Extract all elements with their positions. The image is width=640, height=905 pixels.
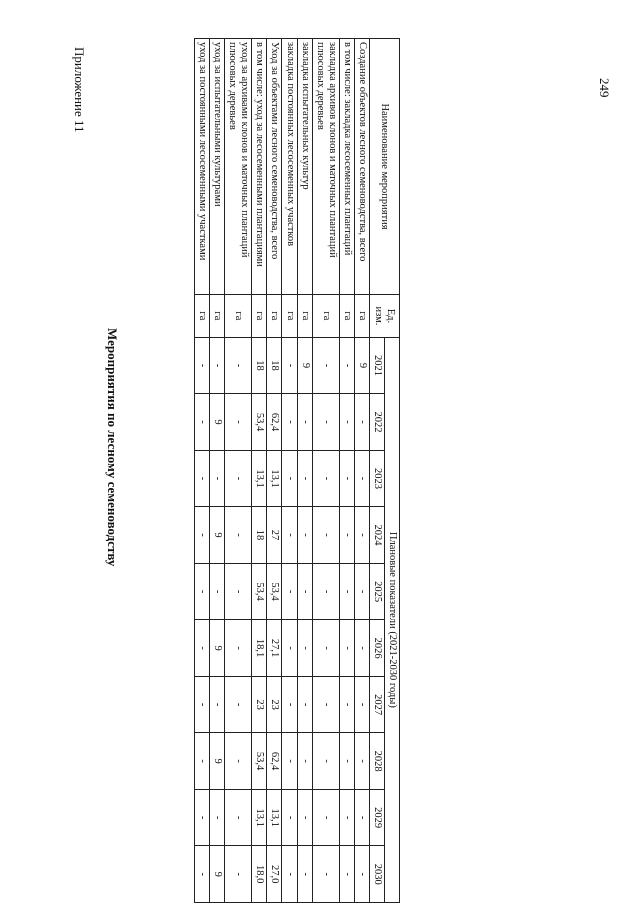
value-cell: -	[195, 733, 210, 790]
value-cell: -	[354, 507, 369, 564]
header-year: 2021	[369, 337, 384, 394]
value-cell: -	[312, 789, 339, 846]
measure-unit: га	[252, 295, 267, 338]
measure-unit: га	[267, 295, 282, 338]
measures-table-container	[160, 38, 400, 903]
value-cell: -	[282, 846, 297, 903]
value-cell: -	[297, 394, 312, 451]
value-cell: 13,1	[252, 450, 267, 507]
value-cell: -	[282, 620, 297, 677]
value-cell: 18,0	[252, 846, 267, 903]
page-number: 249	[597, 78, 612, 98]
value-cell: -	[354, 394, 369, 451]
measure-unit: га	[297, 295, 312, 338]
value-cell: -	[312, 733, 339, 790]
value-cell: -	[312, 450, 339, 507]
value-cell: -	[339, 507, 354, 564]
value-cell: -	[210, 337, 225, 394]
value-cell: -	[339, 620, 354, 677]
table-row	[195, 39, 210, 903]
value-cell: -	[339, 676, 354, 733]
measure-name: в том числе: закладка лесосеменных плантаций	[339, 39, 354, 295]
value-cell: -	[282, 789, 297, 846]
measure-name: закладка испытательных культур	[297, 39, 312, 295]
value-cell: 9	[210, 394, 225, 451]
header-name: Наименование мероприятия	[369, 39, 399, 295]
value-cell: -	[225, 676, 252, 733]
table-row	[252, 39, 267, 903]
value-cell: -	[354, 846, 369, 903]
value-cell: 27	[267, 507, 282, 564]
value-cell: -	[312, 846, 339, 903]
value-cell: -	[297, 676, 312, 733]
measures-table	[194, 38, 400, 903]
value-cell: -	[339, 846, 354, 903]
value-cell: -	[225, 450, 252, 507]
value-cell: -	[195, 507, 210, 564]
value-cell: -	[210, 450, 225, 507]
value-cell: 13,1	[267, 450, 282, 507]
value-cell: -	[225, 394, 252, 451]
header-year: 2027	[369, 676, 384, 733]
value-cell: 23	[252, 676, 267, 733]
value-cell: -	[297, 563, 312, 620]
value-cell: -	[225, 620, 252, 677]
value-cell: -	[297, 733, 312, 790]
header-year: 2026	[369, 620, 384, 677]
measure-name: закладка постоянных лесосеменных участков	[282, 39, 297, 295]
value-cell: -	[339, 789, 354, 846]
value-cell: -	[282, 676, 297, 733]
measure-unit: га	[354, 295, 369, 338]
value-cell: -	[282, 337, 297, 394]
value-cell: -	[297, 846, 312, 903]
value-cell: -	[312, 620, 339, 677]
value-cell: -	[210, 563, 225, 620]
header-plan-group: Плановые показатели (2021-2030 годы)	[384, 337, 399, 902]
header-row-top	[384, 39, 399, 903]
value-cell: -	[195, 620, 210, 677]
value-cell: 53,4	[252, 394, 267, 451]
value-cell: -	[339, 563, 354, 620]
value-cell: 23	[267, 676, 282, 733]
measure-name: Создание объектов лесного семеноводства, всего	[354, 39, 369, 295]
measure-name: Уход за объектами лесного семеноводства, всего	[267, 39, 282, 295]
value-cell: -	[195, 789, 210, 846]
value-cell: 18,1	[252, 620, 267, 677]
document-title: Мероприятия по лесному семеноводству	[105, 328, 120, 567]
value-cell: -	[297, 620, 312, 677]
value-cell: -	[225, 337, 252, 394]
measure-unit: га	[210, 295, 225, 338]
value-cell: -	[195, 394, 210, 451]
appendix-label: Приложение 11	[72, 47, 87, 133]
measure-unit: га	[339, 295, 354, 338]
value-cell: -	[339, 394, 354, 451]
value-cell: -	[339, 733, 354, 790]
table-row	[354, 39, 369, 903]
measure-name: уход за архивами клонов и маточных плантаций плюсовых деревьев	[225, 39, 252, 295]
value-cell: -	[354, 789, 369, 846]
header-year: 2022	[369, 394, 384, 451]
table-row	[210, 39, 225, 903]
measure-name: уход за постоянными лесосеменными участками	[195, 39, 210, 295]
value-cell: 18	[252, 337, 267, 394]
value-cell: -	[225, 563, 252, 620]
measure-unit: га	[225, 295, 252, 338]
value-cell: -	[195, 450, 210, 507]
measure-unit: га	[312, 295, 339, 338]
value-cell: 62,4	[267, 733, 282, 790]
value-cell: -	[225, 733, 252, 790]
value-cell: -	[354, 450, 369, 507]
value-cell: 9	[297, 337, 312, 394]
value-cell: -	[354, 563, 369, 620]
value-cell: -	[354, 676, 369, 733]
table-body	[195, 39, 370, 903]
header-year: 2030	[369, 846, 384, 903]
value-cell: -	[354, 733, 369, 790]
measure-name: закладка архивов клонов и маточных плантаций плюсовых деревьев	[312, 39, 339, 295]
value-cell: -	[339, 337, 354, 394]
header-year: 2029	[369, 789, 384, 846]
header-unit: Ед. изм.	[369, 295, 399, 338]
value-cell: -	[312, 676, 339, 733]
table-row	[339, 39, 354, 903]
value-cell: -	[312, 507, 339, 564]
value-cell: 27,1	[267, 620, 282, 677]
value-cell: -	[339, 450, 354, 507]
table-row	[312, 39, 339, 903]
value-cell: -	[195, 676, 210, 733]
value-cell: 9	[354, 337, 369, 394]
value-cell: -	[282, 563, 297, 620]
header-year: 2028	[369, 733, 384, 790]
value-cell: 13,1	[252, 789, 267, 846]
value-cell: -	[225, 846, 252, 903]
value-cell: -	[225, 507, 252, 564]
value-cell: 53,4	[252, 563, 267, 620]
value-cell: -	[195, 846, 210, 903]
value-cell: -	[282, 507, 297, 564]
value-cell: 53,4	[252, 733, 267, 790]
table-row	[225, 39, 252, 903]
value-cell: -	[282, 394, 297, 451]
value-cell: -	[312, 563, 339, 620]
value-cell: 9	[210, 733, 225, 790]
value-cell: 18	[267, 337, 282, 394]
value-cell: -	[195, 563, 210, 620]
measure-name: в том числе: уход за лесосеменными плантациями	[252, 39, 267, 295]
value-cell: 18	[252, 507, 267, 564]
header-year: 2023	[369, 450, 384, 507]
value-cell: 53,4	[267, 563, 282, 620]
table-row	[267, 39, 282, 903]
measure-unit: га	[195, 295, 210, 338]
table-row	[297, 39, 312, 903]
value-cell: -	[282, 450, 297, 507]
value-cell: -	[312, 337, 339, 394]
value-cell: -	[282, 733, 297, 790]
value-cell: -	[225, 789, 252, 846]
value-cell: 27,0	[267, 846, 282, 903]
value-cell: 9	[210, 507, 225, 564]
value-cell: -	[210, 789, 225, 846]
value-cell: -	[354, 620, 369, 677]
measure-unit: га	[282, 295, 297, 338]
value-cell: -	[297, 789, 312, 846]
value-cell: -	[195, 337, 210, 394]
value-cell: 9	[210, 846, 225, 903]
table-row	[282, 39, 297, 903]
value-cell: -	[210, 676, 225, 733]
value-cell: -	[297, 507, 312, 564]
value-cell: -	[312, 394, 339, 451]
value-cell: -	[297, 450, 312, 507]
header-year: 2025	[369, 563, 384, 620]
value-cell: 13,1	[267, 789, 282, 846]
value-cell: 62,4	[267, 394, 282, 451]
value-cell: 9	[210, 620, 225, 677]
measure-name: уход за испытательными культурами	[210, 39, 225, 295]
header-year: 2024	[369, 507, 384, 564]
